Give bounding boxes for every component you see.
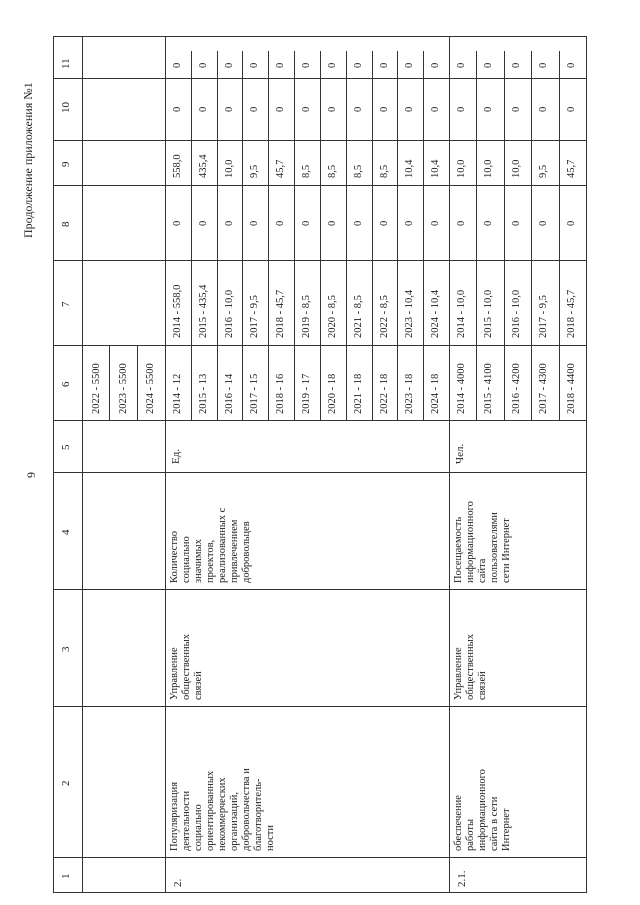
cell-activity-name-line: добровольчества и bbox=[241, 768, 252, 851]
cell-funding-total: 2020 - 8,5 bbox=[327, 295, 338, 338]
cell-target-value: 2022 - 5500 bbox=[91, 363, 102, 414]
cell-target-value: 2016 - 14 bbox=[224, 373, 235, 414]
table-border-bottom bbox=[53, 892, 587, 893]
cell-funding-regional: 0 bbox=[353, 106, 364, 112]
cell-activity-name-line: ориентированных bbox=[205, 770, 216, 851]
cell-funding-other: 0 bbox=[224, 62, 235, 68]
cell-indicator-name bbox=[169, 473, 253, 583]
cell-funding-federal: 0 bbox=[275, 220, 286, 226]
cell-funding-local: 45,7 bbox=[566, 159, 577, 178]
cell-target-value: 2015 - 4100 bbox=[483, 363, 494, 414]
cell-activity-name-line: сайта в сети bbox=[489, 796, 500, 851]
cell-funding-local: 8,5 bbox=[301, 164, 312, 178]
cell-funding-local: 10,4 bbox=[404, 159, 415, 178]
cell-funding-other: 0 bbox=[353, 62, 364, 68]
sub-row-line bbox=[294, 51, 295, 420]
cell-funding-federal: 0 bbox=[483, 220, 494, 226]
sub-row-line bbox=[217, 51, 218, 420]
cell-target-value: 2018 - 16 bbox=[275, 373, 286, 414]
cell-funding-regional: 0 bbox=[249, 106, 260, 112]
cell-target-value: 2021 - 18 bbox=[353, 373, 364, 414]
cell-target-value: 2024 - 18 bbox=[430, 373, 441, 414]
cell-funding-regional: 0 bbox=[301, 106, 312, 112]
sub-row-line bbox=[397, 51, 398, 420]
column-number: 3 bbox=[60, 646, 72, 652]
column-separator bbox=[53, 857, 586, 858]
cell-activity-name-line: обеспечение bbox=[453, 795, 464, 851]
appendix-note: Продолжение приложения №1 bbox=[21, 82, 35, 238]
cell-funding-federal: 0 bbox=[538, 220, 549, 226]
sub-row-line bbox=[476, 51, 477, 420]
cell-target-value: 2023 - 5500 bbox=[118, 363, 129, 414]
column-separator bbox=[53, 706, 586, 707]
table-border-left bbox=[53, 36, 54, 893]
cell-funding-other: 0 bbox=[404, 62, 415, 68]
cell-activity-name-line: Популяризация bbox=[169, 781, 180, 851]
cell-funding-regional: 0 bbox=[404, 106, 415, 112]
cell-funding-federal: 0 bbox=[249, 220, 260, 226]
column-number: 2 bbox=[60, 780, 72, 786]
cell-funding-total: 2014 - 558,0 bbox=[172, 284, 183, 338]
cell-target-value: 2015 - 13 bbox=[198, 373, 209, 414]
cell-funding-federal: 0 bbox=[430, 220, 441, 226]
sub-row-line bbox=[559, 51, 560, 420]
cell-activity-name-line: Интернет bbox=[501, 808, 512, 851]
cell-target-value: 2022 - 18 bbox=[379, 373, 390, 414]
cell-indicator-name-line: привлечением bbox=[229, 519, 240, 583]
cell-target-value: 2019 - 17 bbox=[301, 373, 312, 414]
header-row-separator bbox=[82, 36, 83, 893]
cell-funding-regional: 0 bbox=[379, 106, 390, 112]
cell-responsible bbox=[453, 590, 489, 700]
cell-funding-total: 2016 - 10,0 bbox=[224, 289, 235, 338]
cell-activity-name-line: деятельности bbox=[181, 790, 192, 851]
cell-funding-federal: 0 bbox=[511, 220, 522, 226]
cell-target-value: 2018 - 4400 bbox=[566, 363, 577, 414]
cell-responsible-line: связей bbox=[477, 671, 488, 700]
row-separator bbox=[449, 36, 450, 893]
cell-funding-regional: 0 bbox=[566, 106, 577, 112]
cell-item-number: 2.1. bbox=[456, 870, 468, 887]
cell-funding-other: 0 bbox=[483, 62, 494, 68]
cell-funding-local: 9,5 bbox=[249, 164, 260, 178]
cell-responsible-line: общественных bbox=[465, 634, 476, 700]
cell-target-value: 2020 - 18 bbox=[327, 373, 338, 414]
cell-funding-regional: 0 bbox=[198, 106, 209, 112]
cell-funding-regional: 0 bbox=[511, 106, 522, 112]
cell-funding-other: 0 bbox=[538, 62, 549, 68]
sub-row-line bbox=[109, 345, 110, 420]
cell-indicator-name-line: значимых bbox=[193, 539, 204, 583]
column-number: 1 bbox=[60, 873, 72, 879]
cell-unit: Чел. bbox=[454, 443, 466, 464]
cell-activity-name-line: организаций, bbox=[229, 792, 240, 851]
column-number: 11 bbox=[60, 57, 72, 69]
cell-funding-regional: 0 bbox=[538, 106, 549, 112]
sub-row-line bbox=[268, 51, 269, 420]
cell-funding-regional: 0 bbox=[275, 106, 286, 112]
sub-row-line bbox=[423, 51, 424, 420]
cell-target-value: 2024 - 5500 bbox=[145, 363, 156, 414]
cell-funding-other: 0 bbox=[301, 62, 312, 68]
cell-funding-local: 10,0 bbox=[224, 159, 235, 178]
cell-activity-name-line: работы bbox=[465, 818, 476, 851]
cell-activity-name bbox=[169, 711, 277, 851]
cell-indicator-name-line: информационного bbox=[465, 501, 476, 583]
cell-responsible-line: связей bbox=[193, 671, 204, 700]
table-border-right bbox=[586, 36, 587, 893]
cell-indicator-name-line: сети Интернет bbox=[501, 518, 512, 583]
column-separator bbox=[53, 589, 586, 590]
cell-indicator-name-line: проектов, bbox=[205, 539, 216, 583]
cell-funding-total: 2018 - 45,7 bbox=[566, 289, 577, 338]
cell-funding-other: 0 bbox=[249, 62, 260, 68]
cell-funding-federal: 0 bbox=[566, 220, 577, 226]
cell-funding-federal: 0 bbox=[301, 220, 312, 226]
cell-activity-name-line: ности bbox=[265, 825, 276, 851]
cell-funding-total: 2014 - 10,0 bbox=[456, 289, 467, 338]
cell-funding-federal: 0 bbox=[353, 220, 364, 226]
cell-funding-regional: 0 bbox=[430, 106, 441, 112]
cell-indicator-name-line: Количество bbox=[169, 530, 180, 583]
cell-funding-regional: 0 bbox=[483, 106, 494, 112]
cell-funding-other: 0 bbox=[430, 62, 441, 68]
cell-responsible-line: общественных bbox=[181, 634, 192, 700]
cell-funding-federal: 0 bbox=[198, 220, 209, 226]
cell-funding-other: 0 bbox=[172, 62, 183, 68]
cell-funding-total: 2015 - 10,0 bbox=[483, 289, 494, 338]
cell-funding-regional: 0 bbox=[327, 106, 338, 112]
cell-funding-local: 8,5 bbox=[327, 164, 338, 178]
cell-funding-regional: 0 bbox=[172, 106, 183, 112]
cell-funding-federal: 0 bbox=[379, 220, 390, 226]
sub-row-line bbox=[504, 51, 505, 420]
cell-indicator-name-line: сайта bbox=[477, 558, 488, 583]
column-number: 9 bbox=[60, 161, 72, 167]
cell-activity-name-line: информационного bbox=[477, 769, 488, 851]
cell-target-value: 2017 - 4300 bbox=[538, 363, 549, 414]
cell-funding-federal: 0 bbox=[172, 220, 183, 226]
cell-funding-local: 10,4 bbox=[430, 159, 441, 178]
cell-funding-federal: 0 bbox=[456, 220, 467, 226]
cell-unit: Ед. bbox=[170, 448, 182, 464]
cell-funding-other: 0 bbox=[327, 62, 338, 68]
cell-funding-local: 10,0 bbox=[483, 159, 494, 178]
cell-indicator-name-line: социально bbox=[181, 536, 192, 583]
sub-row-line bbox=[191, 51, 192, 420]
cell-funding-local: 45,7 bbox=[275, 159, 286, 178]
cell-funding-other: 0 bbox=[379, 62, 390, 68]
column-number: 10 bbox=[60, 102, 72, 113]
cell-funding-local: 10,0 bbox=[456, 159, 467, 178]
sub-row-line bbox=[242, 51, 243, 420]
cell-funding-local: 558,0 bbox=[172, 154, 183, 178]
cell-target-value: 2023 - 18 bbox=[404, 373, 415, 414]
cell-funding-regional: 0 bbox=[456, 106, 467, 112]
cell-indicator-name-line: Посещаемость bbox=[453, 516, 464, 583]
cell-funding-other: 0 bbox=[566, 62, 577, 68]
cell-target-value: 2016 - 4200 bbox=[511, 363, 522, 414]
cell-funding-local: 10,0 bbox=[511, 159, 522, 178]
cell-activity-name-line: некоммерческих bbox=[217, 777, 228, 851]
sub-row-line bbox=[531, 51, 532, 420]
cell-indicator-name-line: добровольцев bbox=[241, 521, 252, 583]
cell-funding-local: 8,5 bbox=[379, 164, 390, 178]
sub-row-line bbox=[320, 51, 321, 420]
column-number: 6 bbox=[60, 381, 72, 387]
column-number: 7 bbox=[60, 301, 72, 307]
column-number: 8 bbox=[60, 221, 72, 227]
cell-responsible-line: Управление bbox=[453, 647, 464, 700]
page-number: 9 bbox=[24, 472, 38, 478]
column-number: 5 bbox=[60, 444, 72, 450]
cell-funding-local: 9,5 bbox=[538, 164, 549, 178]
cell-item-number: 2. bbox=[172, 878, 184, 887]
cell-funding-other: 0 bbox=[456, 62, 467, 68]
cell-indicator-name-line: пользователями bbox=[489, 512, 500, 583]
cell-funding-federal: 0 bbox=[224, 220, 235, 226]
cell-funding-federal: 0 bbox=[404, 220, 415, 226]
cell-funding-total: 2019 - 8,5 bbox=[301, 295, 312, 338]
cell-funding-local: 8,5 bbox=[353, 164, 364, 178]
cell-responsible-line: Управление bbox=[169, 647, 180, 700]
cell-responsible bbox=[169, 590, 205, 700]
table-border-top bbox=[53, 36, 587, 37]
cell-funding-other: 0 bbox=[511, 62, 522, 68]
column-separator bbox=[53, 420, 586, 421]
cell-funding-regional: 0 bbox=[224, 106, 235, 112]
sub-row-line bbox=[346, 51, 347, 420]
cell-funding-total: 2022 - 8,5 bbox=[379, 295, 390, 338]
cell-funding-total: 2023 - 10,4 bbox=[404, 289, 415, 338]
cell-funding-federal: 0 bbox=[327, 220, 338, 226]
sub-row-line bbox=[137, 345, 138, 420]
cell-funding-total: 2021 - 8,5 bbox=[353, 295, 364, 338]
cell-activity-name-line: благотворитель- bbox=[253, 778, 264, 851]
cell-funding-other: 0 bbox=[198, 62, 209, 68]
cell-indicator-name-line: реализованных с bbox=[217, 507, 228, 583]
column-number: 4 bbox=[60, 529, 72, 535]
cell-indicator-name bbox=[453, 473, 513, 583]
cell-activity-name bbox=[453, 711, 513, 851]
cell-activity-name-line: социально bbox=[193, 804, 204, 851]
cell-funding-local: 435,4 bbox=[198, 154, 209, 178]
cell-funding-total: 2024 - 10,4 bbox=[430, 289, 441, 338]
cell-funding-total: 2015 - 435,4 bbox=[198, 284, 209, 338]
cell-funding-total: 2018 - 45,7 bbox=[275, 289, 286, 338]
sub-row-line bbox=[372, 51, 373, 420]
cell-funding-total: 2017 - 9,5 bbox=[249, 295, 260, 338]
row-separator bbox=[165, 36, 166, 893]
cell-target-value: 2014 - 4000 bbox=[456, 363, 467, 414]
cell-funding-total: 2016 - 10,0 bbox=[511, 289, 522, 338]
cell-target-value: 2014 - 12 bbox=[172, 373, 183, 414]
cell-target-value: 2017 - 15 bbox=[249, 373, 260, 414]
cell-funding-other: 0 bbox=[275, 62, 286, 68]
cell-funding-total: 2017 - 9,5 bbox=[538, 295, 549, 338]
